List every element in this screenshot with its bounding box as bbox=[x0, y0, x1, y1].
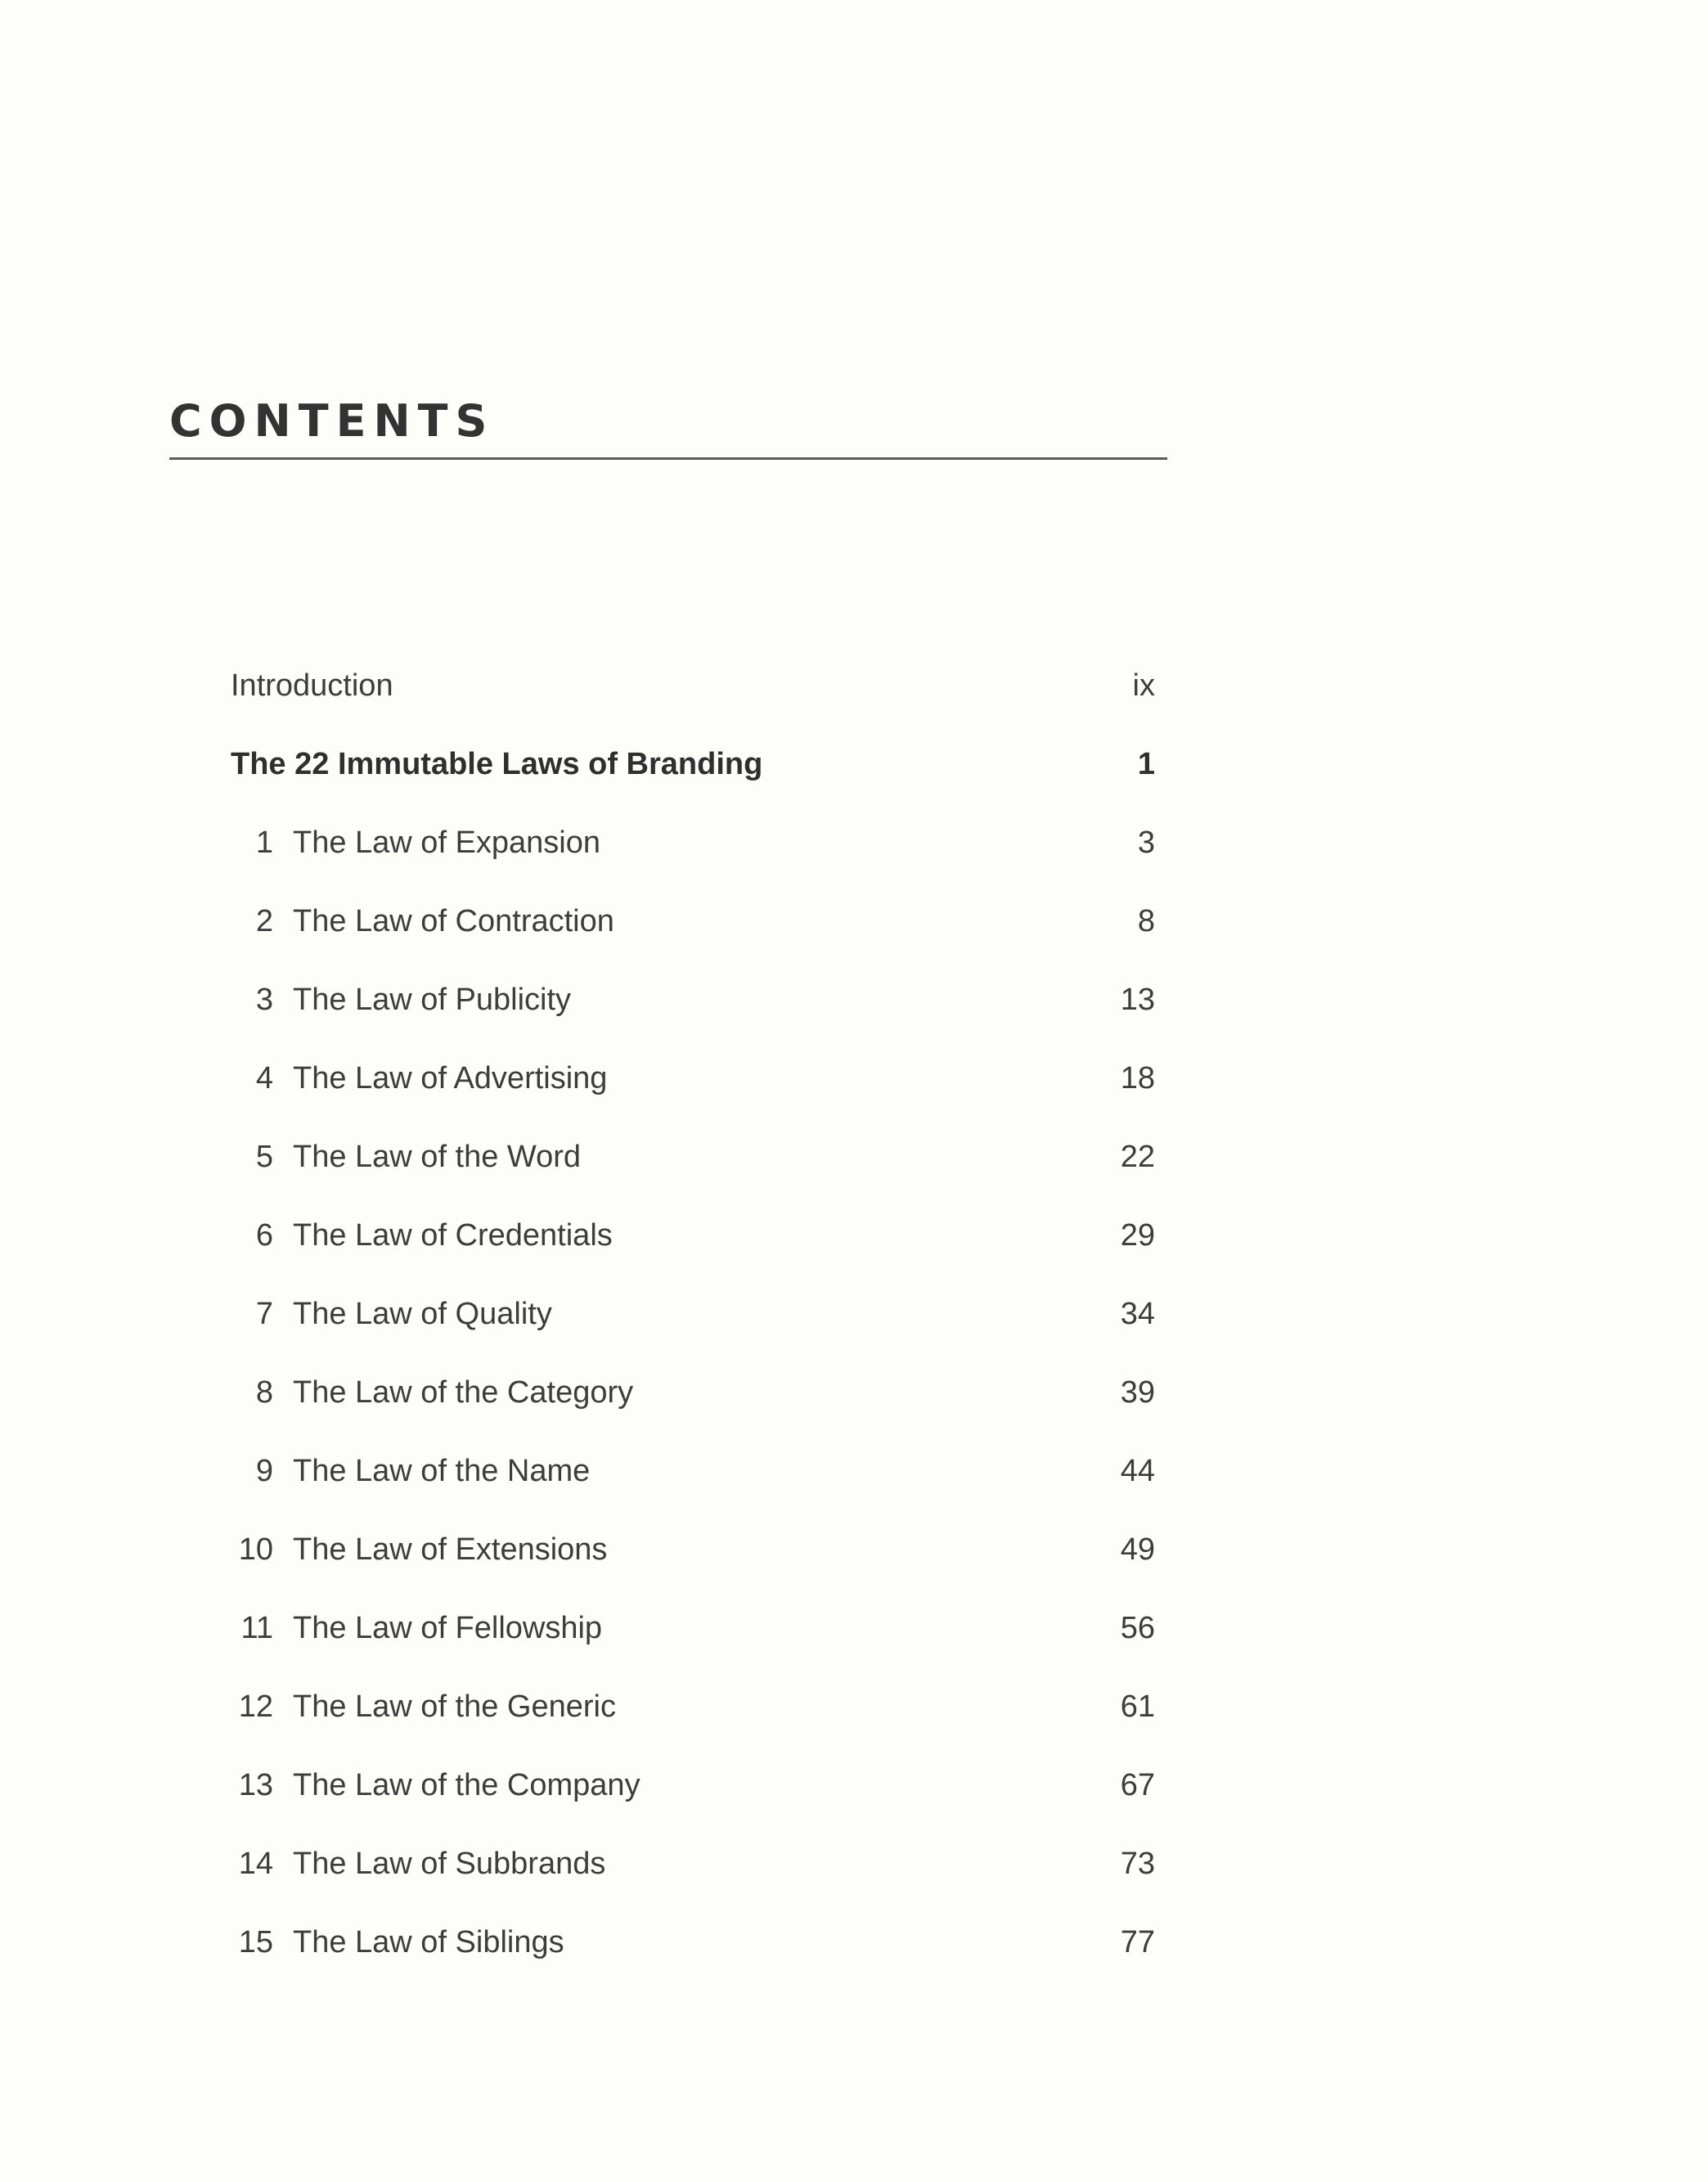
toc-chapter-row[interactable] bbox=[231, 818, 1155, 897]
chapter-title: The Law of Siblings bbox=[293, 1925, 564, 1959]
toc-chapter-row[interactable] bbox=[231, 1054, 1155, 1132]
chapter-page: 29 bbox=[1120, 1218, 1155, 1253]
page-title: CONTENTS bbox=[169, 395, 495, 447]
toc-part-page: 1 bbox=[1137, 747, 1155, 781]
chapter-page: 56 bbox=[1120, 1611, 1155, 1645]
chapter-number: 13 bbox=[238, 1768, 273, 1802]
chapter-title: The Law of the Name bbox=[293, 1454, 591, 1488]
toc-entry-introduction[interactable] bbox=[231, 661, 1155, 740]
chapter-title: The Law of the Generic bbox=[293, 1689, 616, 1724]
toc-chapter-row[interactable] bbox=[231, 1368, 1155, 1446]
chapter-number: 8 bbox=[255, 1375, 273, 1410]
toc-entry-page: ix bbox=[1132, 668, 1155, 703]
chapter-number: 3 bbox=[255, 983, 273, 1017]
chapter-number: 9 bbox=[255, 1454, 273, 1488]
chapter-number: 4 bbox=[255, 1061, 273, 1095]
chapter-title: The Law of Credentials bbox=[293, 1218, 613, 1253]
chapter-title: The Law of Quality bbox=[293, 1297, 552, 1331]
toc-chapter-row[interactable] bbox=[231, 1211, 1155, 1289]
chapter-page: 77 bbox=[1120, 1925, 1155, 1959]
chapter-number: 10 bbox=[238, 1532, 273, 1567]
toc-chapter-row[interactable] bbox=[231, 1761, 1155, 1839]
toc-chapter-row[interactable] bbox=[231, 1289, 1155, 1368]
toc-chapter-row[interactable] bbox=[231, 1918, 1155, 1996]
chapter-title: The Law of the Company bbox=[293, 1768, 640, 1802]
chapter-page: 39 bbox=[1120, 1375, 1155, 1410]
toc-chapter-row[interactable] bbox=[231, 1446, 1155, 1525]
chapter-page: 22 bbox=[1120, 1140, 1155, 1174]
toc-entry-title: Introduction bbox=[231, 668, 393, 703]
chapter-page: 67 bbox=[1120, 1768, 1155, 1802]
chapter-number: 11 bbox=[240, 1611, 273, 1645]
toc-chapter-row[interactable] bbox=[231, 1682, 1155, 1761]
toc-part-title: The 22 Immutable Laws of Branding bbox=[231, 747, 763, 781]
chapter-number: 15 bbox=[238, 1925, 273, 1959]
toc-chapter-row[interactable] bbox=[231, 1839, 1155, 1918]
chapter-page: 13 bbox=[1120, 983, 1155, 1017]
toc-chapter-row[interactable] bbox=[231, 1525, 1155, 1604]
chapter-title: The Law of Subbrands bbox=[293, 1847, 606, 1881]
toc-chapter-row[interactable] bbox=[231, 897, 1155, 975]
chapter-page: 18 bbox=[1120, 1061, 1155, 1095]
chapter-title: The Law of Publicity bbox=[293, 983, 572, 1017]
chapter-number: 6 bbox=[255, 1218, 273, 1253]
chapter-number: 12 bbox=[238, 1689, 273, 1724]
toc-part-heading[interactable] bbox=[231, 740, 1155, 818]
table-of-contents bbox=[231, 661, 1155, 1996]
chapter-page: 61 bbox=[1120, 1689, 1155, 1724]
chapter-title: The Law of Expansion bbox=[293, 826, 601, 860]
heading-rule bbox=[169, 457, 1167, 460]
chapter-number: 2 bbox=[255, 904, 273, 938]
chapter-title: The Law of Contraction bbox=[293, 904, 614, 938]
chapter-number: 7 bbox=[255, 1297, 273, 1331]
chapter-title: The Law of Fellowship bbox=[293, 1611, 603, 1645]
toc-chapter-row[interactable] bbox=[231, 1132, 1155, 1211]
chapter-number: 14 bbox=[238, 1847, 273, 1881]
chapter-page: 49 bbox=[1120, 1532, 1155, 1567]
chapter-title: The Law of the Category bbox=[293, 1375, 634, 1410]
chapter-number: 5 bbox=[255, 1140, 273, 1174]
toc-chapter-row[interactable] bbox=[231, 1604, 1155, 1682]
chapter-title: The Law of Advertising bbox=[293, 1061, 608, 1095]
chapter-page: 3 bbox=[1137, 826, 1155, 860]
chapter-page: 34 bbox=[1120, 1297, 1155, 1331]
chapter-title: The Law of the Word bbox=[293, 1140, 582, 1174]
toc-chapter-row[interactable] bbox=[231, 975, 1155, 1054]
chapter-number: 1 bbox=[255, 826, 273, 860]
chapter-page: 44 bbox=[1120, 1454, 1155, 1488]
chapter-page: 8 bbox=[1137, 904, 1155, 938]
chapter-title: The Law of Extensions bbox=[293, 1532, 608, 1567]
chapter-page: 73 bbox=[1120, 1847, 1155, 1881]
